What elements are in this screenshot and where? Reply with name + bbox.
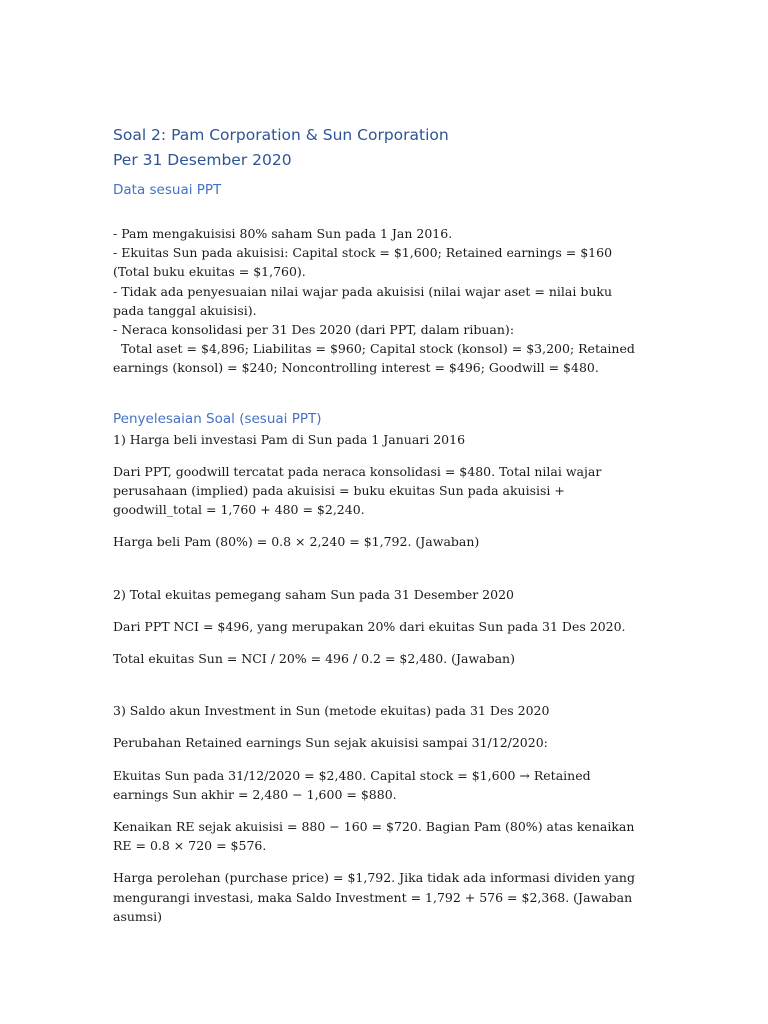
question-3-paragraph-3: Kenaikan RE sejak akuisisi = 880 − 160 = $720. Bagian Pam (80%) atas kenaikan RE = 0.8 × 720 = $576.: [113, 819, 635, 854]
data-line-4: - Neraca konsolidasi per 31 Des 2020 (dari PPT, dalam ribuan):: [113, 322, 515, 338]
data-line-3: - Tidak ada penyesuaian nilai wajar pada akuisisi (nilai wajar aset = nilai buku pada tanggal akuisisi).: [113, 283, 612, 318]
document-page: [113, 123, 643, 926]
section-heading-solution: Penyelesaian Soal (sesuai PPT): [113, 410, 322, 427]
question-1-paragraph-1: Dari PPT, goodwill tercatat pada neraca konsolidasi = $480. Total nilai wajar perusahaan (implied) pada akuisisi = buku ekuitas Sun pada akuisisi + goodwill_total = 1,760 + 480 = $2,240.: [113, 463, 602, 518]
question-3-heading: 3) Saldo akun Investment in Sun (metode ekuitas) pada 31 Des 2020: [113, 703, 550, 719]
question-2-paragraph-2: Total ekuitas Sun = NCI / 20% = 496 / 0.2 = $2,480. (Jawaban): [113, 651, 515, 667]
question-1-paragraph-2: Harga beli Pam (80%) = 0.8 × 2,240 = $1,792. (Jawaban): [113, 534, 480, 550]
document-title-line1: Soal 2: Pam Corporation & Sun Corporation: [113, 126, 449, 144]
data-list: [113, 224, 643, 378]
question-3-paragraph-1: Perubahan Retained earnings Sun sejak akuisisi sampai 31/12/2020:: [113, 735, 548, 751]
section-heading-data: Data sesuai PPT: [113, 182, 222, 198]
question-3-paragraph-4: Harga perolehan (purchase price) = $1,792. Jika tidak ada informasi dividen yang mengurangi investasi, maka Saldo Investment = 1,792 + 576 = $2,368. (Jawaban asumsi): [113, 870, 635, 924]
question-2-paragraph-1: Dari PPT NCI = $496, yang merupakan 20% dari ekuitas Sun pada 31 Des 2020.: [113, 618, 626, 634]
data-line-1: - Pam mengakuisisi 80% saham Sun pada 1 Jan 2016.: [113, 226, 453, 241]
question-2-heading: 2) Total ekuitas pemegang saham Sun pada 31 Desember 2020: [113, 586, 514, 602]
question-1-heading: 1) Harga beli investasi Pam di Sun pada 1 Januari 2016: [113, 431, 466, 447]
data-line-5: Total aset = $4,896; Liabilitas = $960; Capital stock (konsol) = $3,200; Retained earnings (konsol) = $240; Noncontrolling interest = $496; Goodwill = $480.: [113, 341, 639, 376]
question-3-paragraph-2: Ekuitas Sun pada 31/12/2020 = $2,480. Capital stock = $1,600 → Retained earnings Sun akhir = 2,480 − 1,600 = $880.: [113, 767, 591, 802]
document-title-line2: Per 31 Desember 2020: [113, 151, 292, 169]
data-line-2: - Ekuitas Sun pada akuisisi: Capital stock = $1,600; Retained earnings = $160 (Total buku ekuitas = $1,760).: [113, 245, 613, 280]
